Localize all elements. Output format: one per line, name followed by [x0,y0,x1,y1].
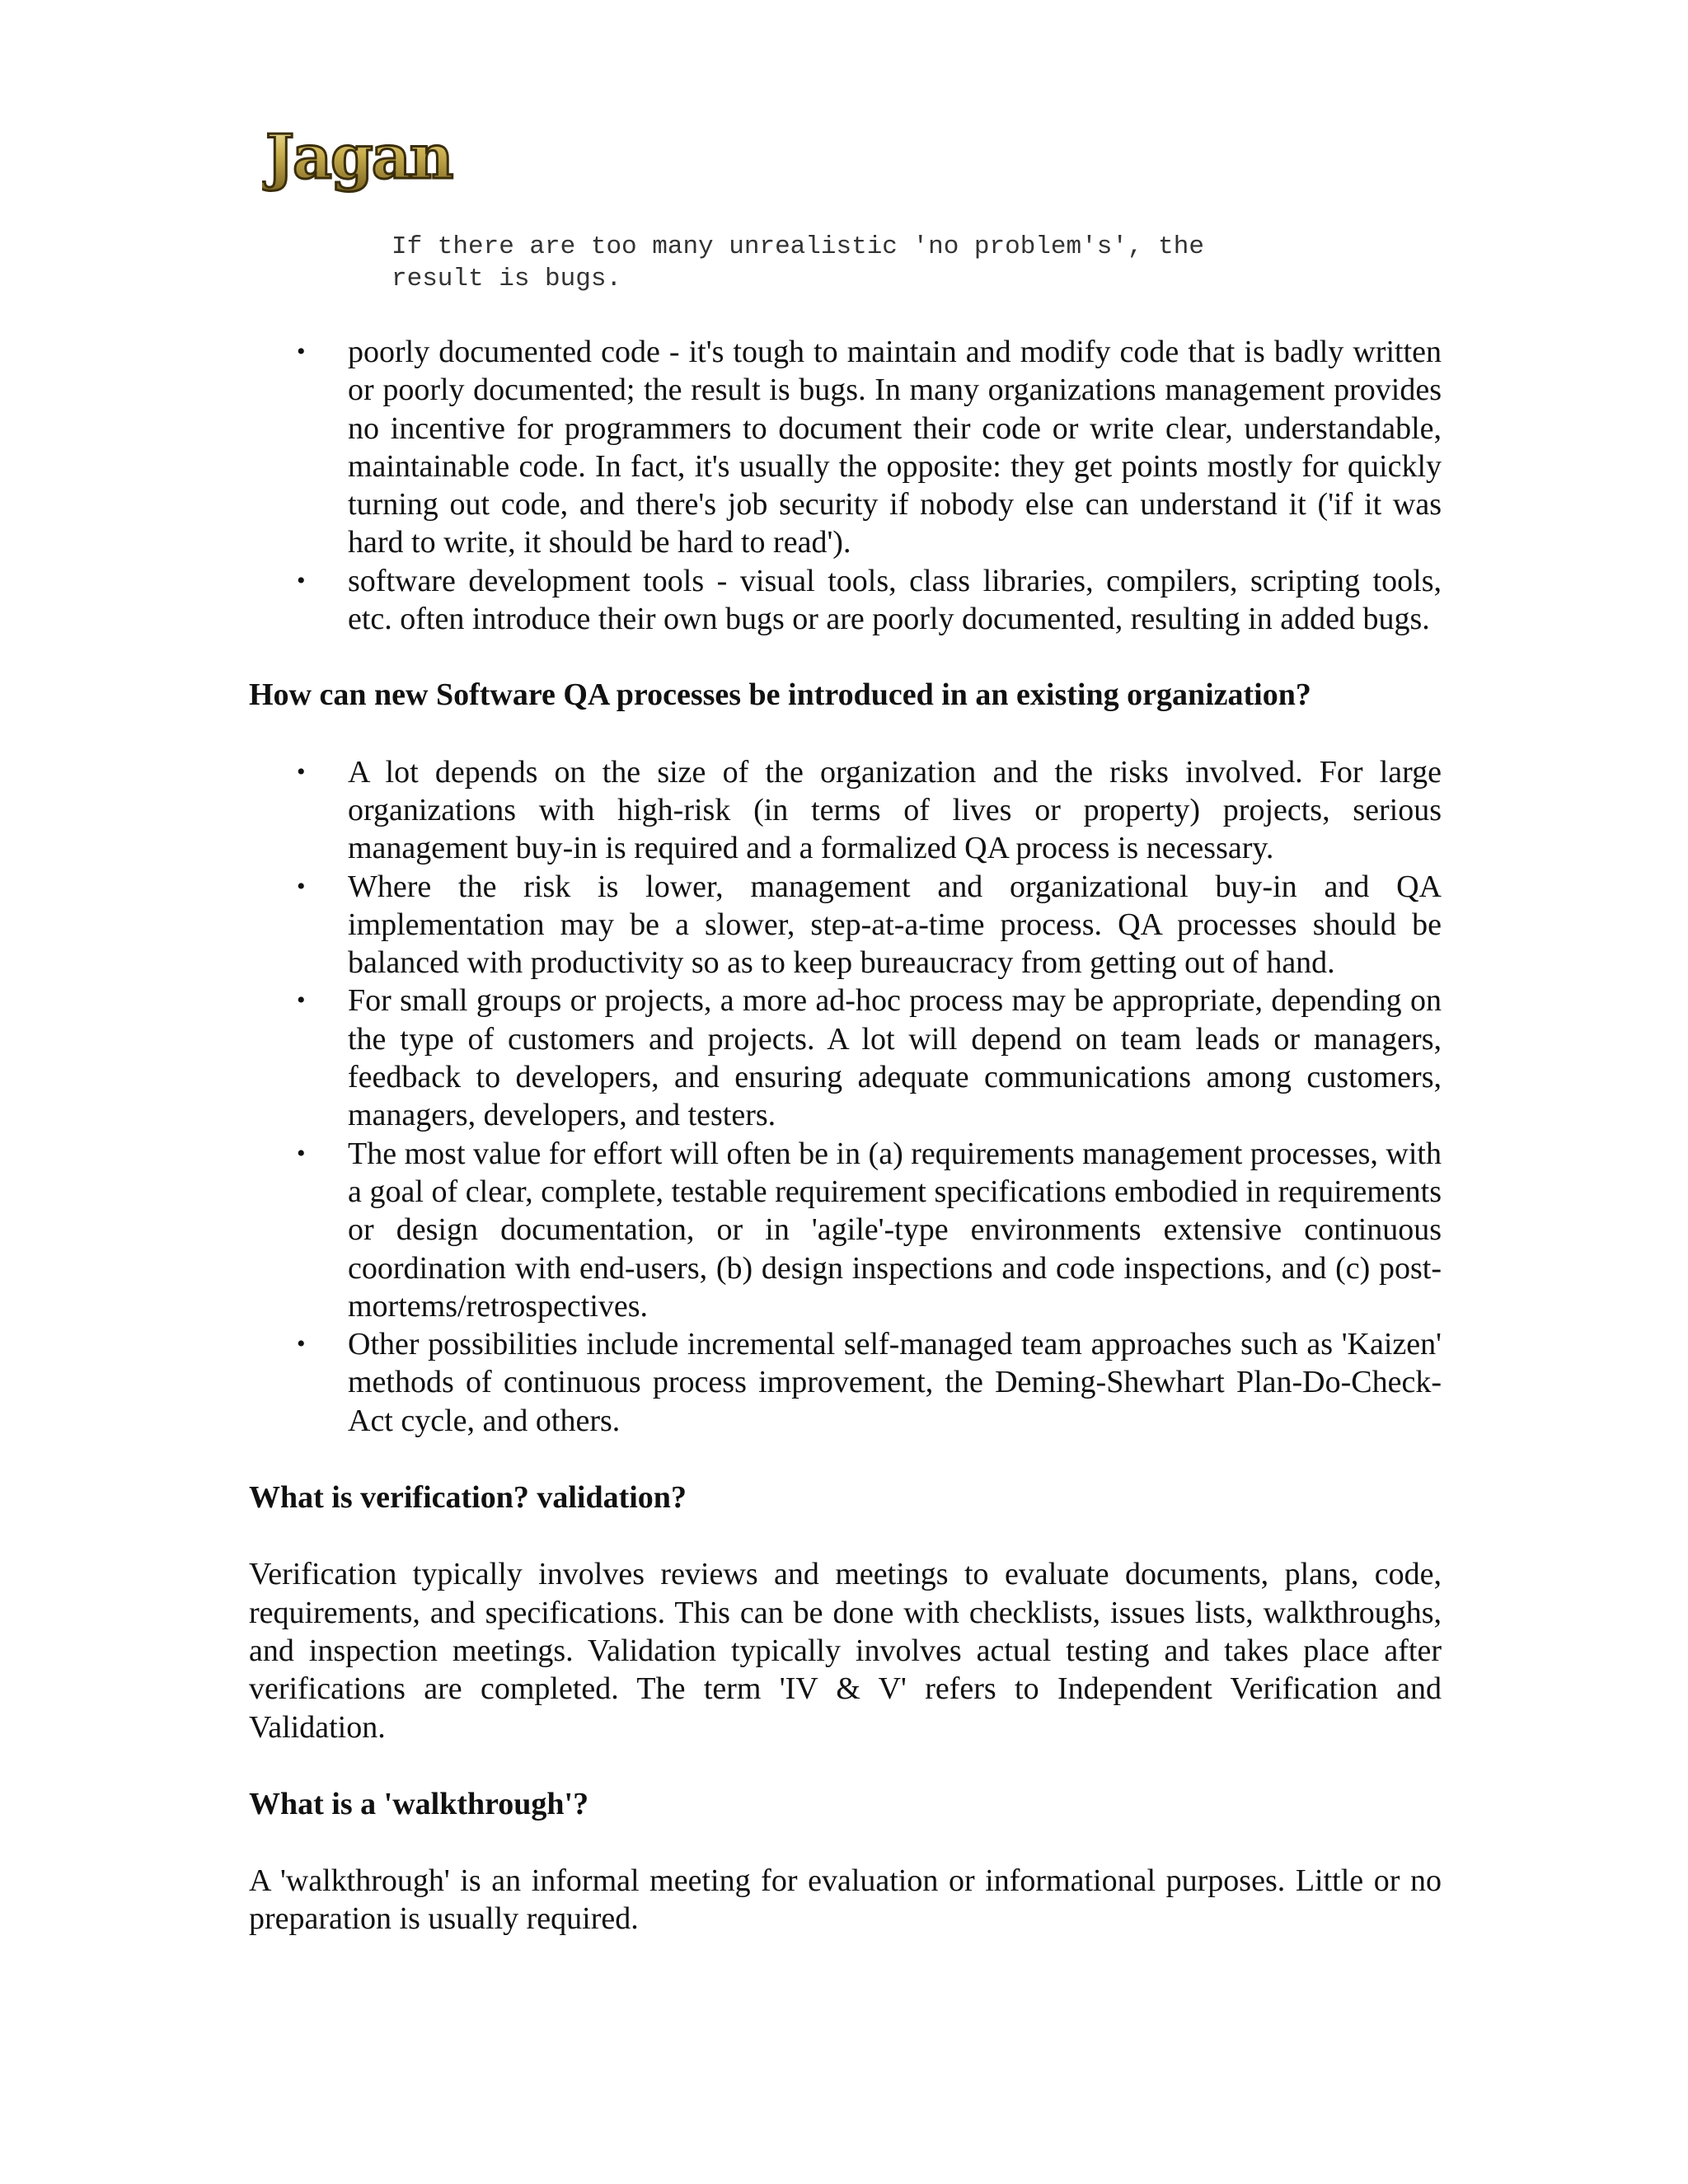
bullet-marker: • [297,1139,306,1167]
verification-paragraph: Verification typically involves reviews and meetings to evaluate documents, plans, code, requirements, and specifications. This can be done with checklists, issues lists, walkthroughs, and inspection meetings. Validation typically involves actual testing and takes place after verifications are completed. The term 'IV & V' refers to Independent Verification and Validation. [249,1557,1442,1745]
list-item-text: software development tools - visual tools, class libraries, compilers, scripting tools, etc. often introduce their own bugs or are poorly documented, resulting in added bugs. [348,563,1442,637]
list-item [249,982,1442,1134]
bullet-marker: • [297,757,306,785]
list-item [249,1325,1442,1440]
list-item-text: For small groups or projects, a more ad-hoc process may be appropriate, depending on the type of customers and projects. A lot will depend on team leads or managers, feedback to developers, and ensuring adequate communications among customers, managers, developers, and testers. [348,983,1442,1133]
spacer [249,1746,1442,1785]
list-item [249,753,1442,868]
bullet-marker: • [297,566,306,594]
list-item [249,333,1442,562]
spacer [249,1440,1442,1479]
logo-lettering: Jagan [265,127,452,193]
code-note-line-1: If there are too many unrealistic 'no problem's', the [392,232,1204,261]
code-note [392,231,1381,295]
document-content [249,333,1442,1938]
list-item-text: Other possibilities include incremental self-managed team approaches such as 'Kaizen' methods of continuous process improvement, the Deming-Shewhart Plan-Do-Check-Act cycle, and others. [348,1327,1442,1438]
section-heading-walkthrough: What is a 'walkthrough'? [249,1786,589,1821]
bullet-marker: • [297,987,306,1015]
bullet-marker: • [297,872,306,900]
list-item-text: Where the risk is lower, management and organizational buy-in and QA implementation may be a slower, step-at-a-time process. QA processes should be balanced with productivity so as to keep bureaucracy from getting out of hand. [348,869,1442,981]
qa-bullet-list [249,753,1442,1440]
spacer [249,715,1442,753]
list-item [249,1135,1442,1325]
bullet-marker: • [297,1330,306,1358]
code-note-line-2: result is bugs. [392,265,622,293]
section-heading-verification: What is verification? validation? [249,1480,687,1516]
list-item [249,868,1442,982]
intro-bullet-list [249,333,1442,638]
spacer [249,1516,1442,1555]
walkthrough-paragraph: A 'walkthrough' is an informal meeting for evaluation or informational purposes. Little or no preparation is usually required. [249,1863,1442,1937]
bullet-marker: • [297,338,306,365]
list-item-text: The most value for effort will often be in (a) requirements management processes, with a goal of clear, complete, testable requirement specifications embodied in requirements or design documentation, or in 'agile'-type environments extensive continuous coordination with end-users, (b) design inspections and code inspections, and (c) post-mortems/retrospectives. [348,1136,1442,1324]
list-item [249,562,1442,639]
spacer [249,638,1442,676]
list-item-text: poorly documented code - it's tough to maintain and modify code that is badly written or poorly documented; the result is bugs. In many organizations management provides no incentive for programmers to document their code or write clear, understandable, maintainable code. In fact, it's usually the opposite: they get points mostly for quickly turning out code, and there's job security if nobody else can understand it ('if it was hard to write, it should be hard to read'). [348,335,1442,560]
jagan-logo [262,127,460,218]
section-heading-qa: How can new Software QA processes be introduced in an existing organization? [249,677,1311,713]
list-item-text: A lot depends on the size of the organization and the risks involved. For large organizations with high-risk (in terms of lives or property) projects, serious management buy-in is required and a formalized QA process is necessary. [348,754,1442,866]
spacer [249,1823,1442,1862]
jagan-logo-image [262,127,460,218]
